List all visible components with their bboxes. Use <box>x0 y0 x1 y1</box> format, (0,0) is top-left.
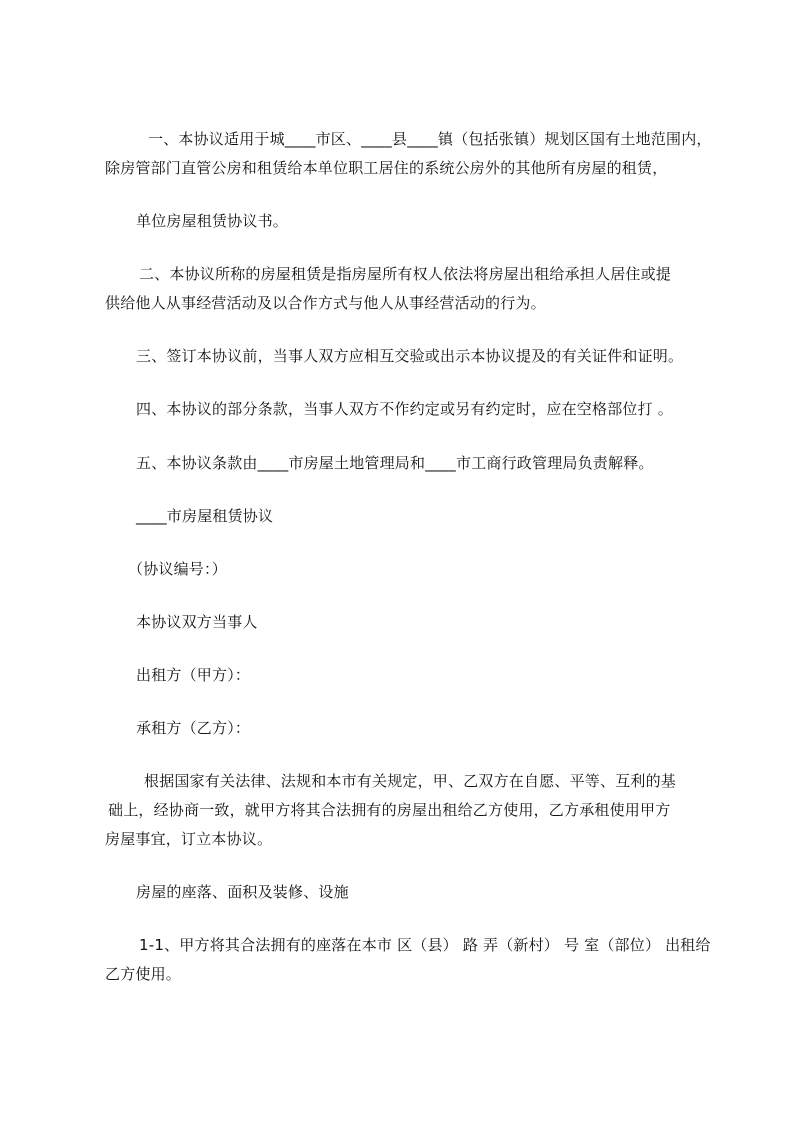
lessee-label: 承租方（乙方）： <box>136 719 251 737</box>
clause-2-line-2: 供给他人从事经营活动及以合作方式与他人从事经营活动的行为。 <box>105 294 546 312</box>
location-section-heading: 房屋的座落、面积及装修、设施 <box>136 883 349 901</box>
city-agreement-title: ____市房屋租赁协议 <box>136 507 274 525</box>
agreement-number: （协议编号：） <box>128 560 227 578</box>
basis-line-1: 根据国家有关法律、法规和本市有关规定，甲、乙双方在自愿、平等、互利的基 <box>144 772 677 790</box>
clause-1-line-2: 除房管部门直管公房和租赁给本单位职工居住的系统公房外的其他所有房屋的租赁， <box>105 159 668 177</box>
item-1-1-line-2: 乙方使用。 <box>105 965 182 983</box>
clause-1-line-1: 一、本协议适用于城____市区、____县____镇（包括张镇）规划区国有土地范围内， <box>148 130 712 148</box>
clause-4: 四、本协议的部分条款，当事人双方不作约定或另有约定时，应在空格部位打 。 <box>136 400 673 418</box>
clause-3: 三、签订本协议前，当事人双方应相互交验或出示本协议提及的有关证件和证明。 <box>136 347 684 365</box>
item-1-1-line-1: 1-1、甲方将其合法拥有的座落在本市 区（县） 路 弄（新村） 号 室（部位） 出租给 <box>139 936 711 954</box>
agreement-book-heading: 单位房屋租赁协议书。 <box>136 212 289 230</box>
basis-line-2: 础上，经协商一致，就甲方将其合法拥有的房屋出租给乙方使用，乙方承租使用甲方 <box>108 801 671 819</box>
parties-heading: 本协议双方当事人 <box>136 613 258 631</box>
clause-2-line-1: 二、本协议所称的房屋租赁是指房屋所有权人依法将房屋出租给承担人居住或提 <box>139 265 672 283</box>
clause-5: 五、本协议条款由____市房屋土地管理局和____市工商行政管理局负责解释。 <box>136 454 654 472</box>
lessor-label: 出租方（甲方）： <box>136 666 251 684</box>
basis-line-3: 房屋事宜，订立本协议。 <box>105 830 273 848</box>
